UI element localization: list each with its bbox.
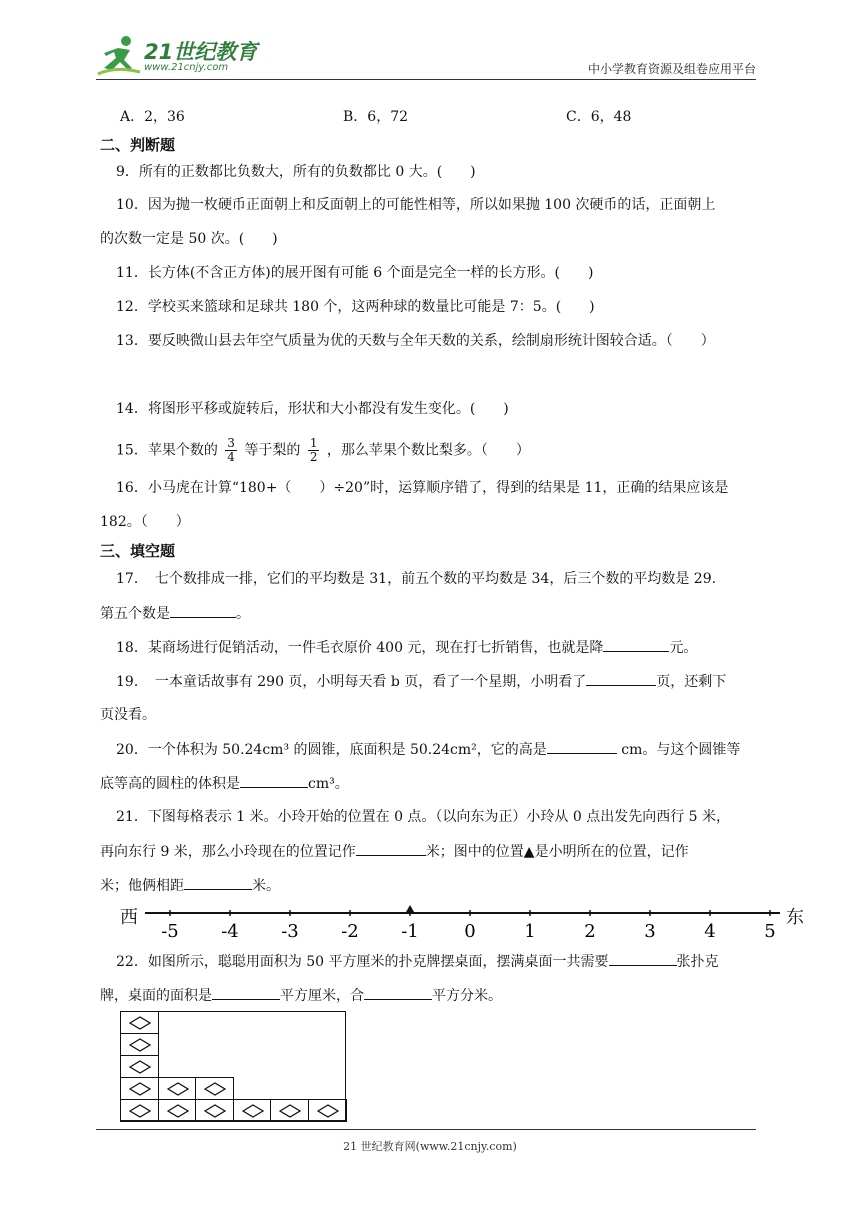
diamond-icon <box>129 1016 151 1030</box>
question-20-line2: 底等高的圆柱的体积是 cm³。 <box>100 773 760 794</box>
number-line-tick-label: 0 <box>464 921 476 942</box>
diamond-icon <box>204 1082 226 1096</box>
number-line-tick-label: -4 <box>221 921 239 942</box>
question-15 <box>116 437 776 464</box>
question-10-line1: 10．因为抛一枚硬币正面朝上和反面朝上的可能性相等，所以如果抛 100 次硬币的话，正面朝上 <box>116 197 716 213</box>
playing-card <box>270 1099 309 1122</box>
number-line-figure <box>115 895 845 945</box>
diamond-icon <box>129 1104 151 1118</box>
logo-brand: 21世纪教育 <box>144 40 258 64</box>
option-c: C．6，48 <box>566 109 632 125</box>
playing-card <box>158 1077 197 1100</box>
number-line-tick-label: 4 <box>704 921 716 942</box>
question-13: 13．要反映微山县去年空气质量为优的天数与全年天数的关系，绘制扇形统计图较合适。（ ） <box>116 333 715 349</box>
diamond-icon <box>242 1104 264 1118</box>
diamond-icon <box>317 1104 339 1118</box>
answer-blank[interactable] <box>609 951 677 966</box>
xiaoming-marker-icon <box>406 905 414 912</box>
question-16-line1: 16．小马虎在计算“180+（ ）÷20”时，运算顺序错了，得到的结果是 11，正确的结果应该是 <box>116 480 729 496</box>
question-19-line1: 19． 一本童话故事有 290 页，小明每天看 b 页，看了一个星期，小明看了 页，还剩下 <box>116 671 776 692</box>
section-fill-title: 三、填空题 <box>100 542 176 560</box>
number-line-tick-label: -2 <box>341 921 359 942</box>
question-22-line1: 22．如图所示，聪聪用面积为 50 平方厘米的扑克牌摆桌面，摆满桌面一共需要 张扑克 <box>116 951 776 972</box>
diamond-icon <box>129 1082 151 1096</box>
answer-blank[interactable] <box>586 671 656 686</box>
q15-mid: 等于梨的 <box>244 442 301 459</box>
playing-card <box>233 1099 272 1122</box>
west-label: 西 <box>120 907 138 928</box>
number-line-tick-label: -5 <box>161 921 179 942</box>
header-divider <box>96 79 756 80</box>
question-14: 14．将图形平移或旋转后，形状和大小都没有发生变化。( ) <box>116 401 509 417</box>
playing-card <box>120 1077 159 1100</box>
question-22-line2: 牌，桌面的面积是 平方厘米，合 平方分米。 <box>100 985 760 1006</box>
footer-text: 21 世纪教育网(www.21cnjy.com) <box>343 1140 517 1153</box>
number-line-tick-label: -3 <box>281 921 299 942</box>
answer-blank[interactable] <box>240 773 308 788</box>
question-21-line2: 再向东行 9 米，那么小玲现在的位置记作 米；图中的位置▲是小明所在的位置，记作 <box>100 841 760 862</box>
logo-url: www.21cnjy.com <box>144 62 229 73</box>
diamond-icon <box>204 1104 226 1118</box>
question-21-line1: 21．下图每格表示 1 米。小玲开始的位置在 0 点。（以向东为正）小玲从 0 点出发先向西行 5 米， <box>116 809 731 825</box>
playing-card <box>120 1011 159 1034</box>
question-11: 11．长方体(不含正方体)的展开图有可能 6 个面是完全一样的长方形。( ) <box>116 265 594 281</box>
question-20-line1: 20．一个体积为 50.24cm³ 的圆锥，底面积是 50.24cm²，它的高是 cm。与这个圆锥等 <box>116 739 776 760</box>
option-b: B．6，72 <box>343 109 409 125</box>
answer-blank[interactable] <box>184 875 252 890</box>
answer-blank[interactable] <box>356 841 426 856</box>
question-9: 9．所有的正数都比负数大，所有的负数都比 0 大。( ) <box>116 164 476 180</box>
answer-blank[interactable] <box>170 603 236 618</box>
playing-card <box>120 1033 159 1056</box>
site-logo <box>96 34 266 78</box>
question-17-line1: 17． 七个数排成一排，它们的平均数是 31，前五个数的平均数是 34，后三个数的平均数是 29. <box>116 571 717 587</box>
diamond-icon <box>129 1038 151 1052</box>
question-21-line3: 米；他俩相距 米。 <box>100 875 760 896</box>
platform-label: 中小学教育资源及组卷应用平台 <box>587 62 756 76</box>
runner-logo-icon <box>96 34 142 78</box>
playing-card <box>308 1099 347 1122</box>
number-line-tick-label: 2 <box>584 921 596 942</box>
number-line-tick-label: 1 <box>524 921 536 942</box>
fraction-three-quarters: $\frac{3}{4}$ <box>227 436 235 464</box>
answer-blank[interactable] <box>212 985 280 1000</box>
footer-divider <box>96 1129 756 1130</box>
answer-blank[interactable] <box>547 739 617 754</box>
question-18: 18．某商场进行促销活动，一件毛衣原价 400 元，现在打七折销售，也就是降 元。 <box>116 637 776 658</box>
diamond-icon <box>167 1082 189 1096</box>
diamond-icon <box>129 1060 151 1074</box>
diamond-icon <box>167 1104 189 1118</box>
number-line-tick-label: -1 <box>401 921 419 942</box>
number-line-tick-label: 5 <box>764 921 776 942</box>
question-19-line2: 页没看。 <box>100 707 156 723</box>
number-line <box>115 895 845 945</box>
q15-post: ，那么苹果个数比梨多。（ ） <box>326 442 530 459</box>
question-16-line2: 182。（ ） <box>100 514 190 530</box>
q15-pre: 15．苹果个数的 <box>116 442 218 459</box>
option-a: A．2，36 <box>120 109 185 125</box>
playing-card <box>158 1099 197 1122</box>
diamond-icon <box>279 1104 301 1118</box>
card-grid <box>120 1011 346 1121</box>
fraction-one-half: $\frac{1}{2}$ <box>309 436 318 464</box>
answer-blank[interactable] <box>364 985 432 1000</box>
section-judge-title: 二、判断题 <box>100 136 176 154</box>
east-label: 东 <box>786 907 804 928</box>
question-12: 12．学校买来篮球和足球共 180 个，这两种球的数量比可能是 7：5。( ) <box>116 299 595 315</box>
playing-card <box>195 1077 234 1100</box>
question-17-line2: 第五个数是 。 <box>100 603 760 624</box>
question-10-line2: 的次数一定是 50 次。( ) <box>100 231 278 247</box>
answer-blank[interactable] <box>603 637 669 652</box>
number-line-tick-label: 3 <box>644 921 656 942</box>
playing-card <box>120 1099 159 1122</box>
playing-card <box>195 1099 234 1122</box>
playing-card <box>120 1055 159 1078</box>
